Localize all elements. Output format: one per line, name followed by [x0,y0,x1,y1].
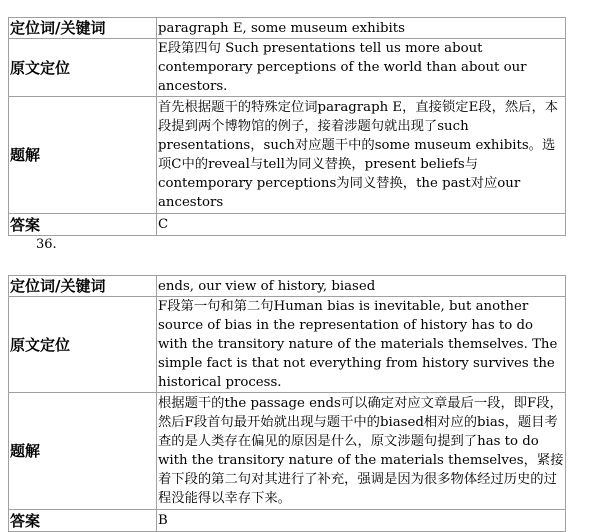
question-number: 36. [36,237,57,252]
table-row [9,97,566,214]
table-row [9,214,566,236]
keyword-label: 定位词/关键词 [9,276,157,297]
table-row [9,510,566,532]
table-row [9,39,566,97]
answer-value: B [157,510,566,532]
answer-table-1 [8,17,566,236]
table-row [9,276,566,297]
answer-table-2 [8,275,566,532]
explanation-value: 首先根据题干的特殊定位词paragraph E，直接锁定E段，然后，本段提到两个博物馆的例子，接着涉题句就出现了such presentations，such对应题干中的some museum exhibits。选项C中的reveal与tell为同义替换，present beliefs与contemporary perceptions为同义替换，the past对应our ancestors [157,97,566,214]
answer-label: 答案 [9,510,157,532]
source-location-value: E段第四句 Such presentations tell us more about contemporary perceptions of the world than about our ancestors. [157,39,566,97]
table-row [9,393,566,510]
explanation-label: 题解 [9,97,157,214]
source-location-value: F段第一句和第二句Human bias is inevitable, but another source of bias in the representation of history has to do with the transitory nature of the materials themselves. The simple fact is that not everything from history survives the historical process. [157,297,566,393]
keyword-value: paragraph E, some museum exhibits [157,18,566,39]
keyword-label: 定位词/关键词 [9,18,157,39]
answer-label: 答案 [9,214,157,236]
keyword-value: ends, our view of history, biased [157,276,566,297]
answer-value: C [157,214,566,236]
source-location-label: 原文定位 [9,39,157,97]
table-row [9,297,566,393]
explanation-label: 题解 [9,393,157,510]
table-row [9,18,566,39]
source-location-label: 原文定位 [9,297,157,393]
explanation-value: 根据题干的the passage ends可以确定对应文章最后一段，即F段，然后F段首句最开始就出现与题干中的biased相对应的bias，题目考查的是人类存在偏见的原因是什么，原文涉题句提到了has to do with the transitory nature of the materials themselves，紧接着下段的第二句对其进行了补充，强调是因为很多物体经过历史的过程没能得以幸存下来。 [157,393,566,510]
